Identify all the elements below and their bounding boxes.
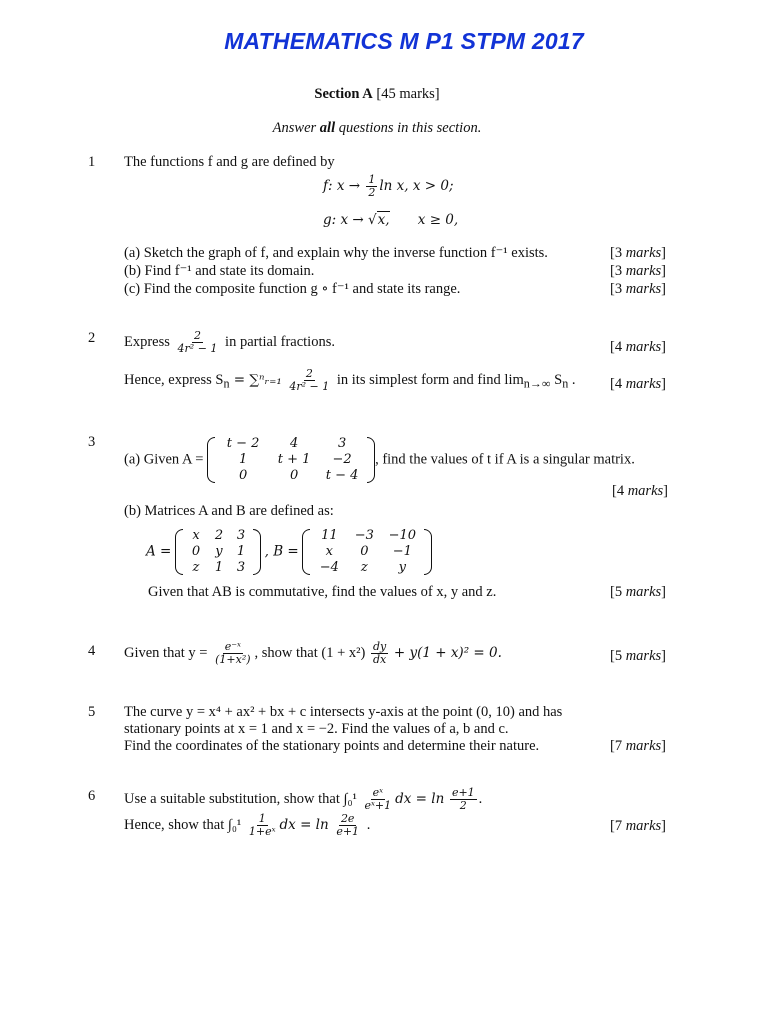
section-label: Section A [314, 86, 373, 102]
fraction-numerator: eˣ [372, 786, 384, 799]
fraction-denominator: 2 [459, 799, 467, 812]
q1-b-marks: [3 marks] [609, 263, 666, 279]
section-marks: [45 marks] [376, 86, 440, 102]
matrix-entry: z [192, 560, 200, 575]
matrix-entry: 0 [191, 544, 201, 559]
fraction-denominator: (1+x²) [215, 653, 251, 666]
q5-line-2: stationary points at x = 1 and x = −2. Find the values of a, b and c. [124, 721, 509, 737]
instruction-emphasis: all [319, 120, 336, 136]
fraction-numerator: 1 [258, 812, 266, 825]
paper-title: MATHEMATICS M P1 STPM 2017 [224, 28, 584, 54]
question-number-2: 2 [88, 330, 96, 346]
q4-show-that: , show that (1 + x²) [254, 644, 366, 661]
q5-line-1: The curve y = x⁴ + ax² + bx + c intersects y-axis at the point (0, 10) and has [124, 704, 563, 720]
instruction-text-end: questions in this section. [335, 120, 482, 136]
matrix-entry: x [192, 528, 200, 543]
derivative-numerator: dy [372, 640, 387, 653]
fraction-numerator: e⁻ˣ [224, 640, 241, 653]
q6-hence-text: Hence, show that ∫₀¹ [124, 816, 242, 833]
matrix-entry: 1 [238, 452, 248, 467]
derivative-denominator: dx [372, 653, 387, 666]
q6-line-1: Use a suitable substitution, show that ∫₀¹ $\frac{\text{eˣ}}{\text{eˣ+1}}$ dx = ln $\frac{e+1}{2}$ . [124, 786, 483, 812]
q6-result-2 [334, 813, 361, 838]
q2-sum: = ∑ⁿᵣ₌₁ [229, 371, 282, 388]
q4-derivative [371, 641, 388, 666]
q1-f-map: f: x → [323, 178, 365, 194]
q3-matrix-a [207, 436, 375, 484]
matrix-entry: −2 [332, 452, 352, 467]
matrix-entry: t + 1 [277, 452, 311, 467]
q4-marks: [5 marks] [609, 648, 666, 664]
q2-limit-text: in its simplest form and find lim [336, 371, 524, 388]
q6-substitution-text: Use a suitable substitution, show that ∫₀¹ [124, 790, 357, 807]
q2-limit-s: S [554, 371, 563, 388]
q2-marks-1: [4 marks] [609, 339, 666, 355]
q2-partial-fractions-text: in partial fractions. [225, 333, 335, 350]
q1-a-marks: [3 marks] [609, 245, 666, 261]
matrix-entry: −4 [319, 560, 339, 575]
q2-sum-fraction [287, 368, 331, 393]
q2-limit-subscript: n→∞ [523, 376, 551, 391]
matrix-entry: 11 [321, 528, 338, 543]
question-number-6: 6 [88, 788, 96, 804]
q4-equation-end: + y(1 + x)² = 0. [393, 644, 502, 661]
q3-a-label: A = [146, 543, 172, 560]
matrix-entry: −10 [388, 528, 417, 543]
instruction-text: Answer [272, 120, 320, 136]
q3-matrix-A [175, 528, 261, 576]
fraction-numerator: e+1 [451, 786, 475, 799]
section-instruction [0, 120, 754, 137]
q1-f-definition [323, 174, 454, 199]
fraction-denominator: e+1 [336, 825, 360, 838]
q3-a-given: (a) Given A = [124, 451, 204, 468]
q2-express-word: Express [124, 333, 170, 350]
q1-g-definition [323, 212, 458, 228]
q6-integrand-1 [363, 787, 394, 812]
q1-part-b: (b) Find f⁻¹ and state its domain. [124, 263, 315, 279]
q1-f-rest: ln x, x > 0; [379, 178, 454, 194]
matrix-entry: 0 [360, 544, 369, 559]
q1-c-marks: [3 marks] [609, 281, 666, 297]
fraction-numerator: 2e [340, 812, 355, 825]
q4-fraction [213, 641, 252, 666]
q3-part-b-intro: (b) Matrices A and B are defined as: [124, 503, 334, 519]
fraction-denominator: 4r² − 1 [289, 380, 330, 393]
fraction-denominator: eˣ+1 [364, 799, 392, 812]
q2-hence-text: Hence, express S [124, 371, 224, 388]
q2-marks-2: [4 marks] [609, 376, 666, 392]
q6-line-2: Hence, show that ∫₀¹ $\frac{1}{\text{1+eˣ}}$ dx = ln $\frac{2e}{e+1}$ . [124, 812, 371, 838]
q1-g-condition: x ≥ 0, [417, 212, 459, 228]
matrix-entry: −3 [354, 528, 374, 543]
q3-b-question: Given that AB is commutative, find the values of x, y and z. [148, 584, 497, 600]
q6-marks: [7 marks] [609, 818, 666, 834]
question-number-1: 1 [88, 154, 96, 170]
q4-statement [124, 641, 502, 666]
matrix-entry: y [215, 544, 223, 559]
q1-intro: The functions f and g are defined by [124, 154, 335, 170]
fraction-denominator: 4r² − 1 [177, 342, 218, 355]
fraction-numerator: 2 [305, 367, 313, 380]
matrix-entry: t − 4 [325, 468, 359, 483]
q3-matrices-ab [146, 528, 432, 576]
q2-hence-line: Hence, express $S_n$ = ∑ⁿᵣ₌₁ $\frac{2}{\text{4r² − 1}}$ in its simplest form and find $\lim_{n\to\infty} S_n$ . [124, 367, 576, 393]
fraction-numerator: 1 [368, 173, 376, 186]
q6-equals-ln-1: dx = ln [395, 790, 445, 807]
q1-g-map: g: x → √ [323, 212, 377, 228]
q3-a-question: , find the values of t if A is a singular matrix. [375, 451, 635, 468]
q5-marks: [7 marks] [609, 738, 666, 754]
q3-part-a [124, 436, 635, 484]
section-heading [0, 86, 754, 103]
q6-result-1 [450, 787, 477, 812]
matrix-entry: 0 [289, 468, 299, 483]
matrix-entry: 3 [337, 436, 347, 451]
q1-part-a: (a) Sketch the graph of f, and explain why the inverse function f⁻¹ exists. [124, 245, 548, 261]
question-number-3: 3 [88, 434, 96, 450]
q2-express-line [124, 330, 335, 355]
q3-b-label: , B = [264, 543, 299, 560]
matrix-entry: x [325, 544, 334, 559]
matrix-entry: 3 [236, 560, 246, 575]
q5-line-3: Find the coordinates of the stationary points and determine their nature. [124, 738, 540, 754]
q1-f-fraction [366, 174, 377, 199]
matrix-entry: −1 [392, 544, 412, 559]
matrix-entry: 4 [289, 436, 299, 451]
q2-fraction [176, 330, 220, 355]
matrix-entry: 1 [214, 560, 224, 575]
fraction-denominator: 1+eˣ [248, 825, 276, 838]
matrix-entry: 0 [238, 468, 248, 483]
matrix-entry: z [360, 560, 368, 575]
matrix-entry: t − 2 [226, 436, 260, 451]
q3-matrix-B [302, 528, 432, 576]
q1-part-c: (c) Find the composite function g ∘ f⁻¹ and state its range. [124, 281, 461, 297]
matrix-entry: 3 [236, 528, 246, 543]
q3-a-marks: [4 marks] [611, 483, 668, 499]
fraction-denominator: 2 [368, 186, 376, 199]
matrix-entry: 1 [236, 544, 246, 559]
q6-equals-ln-2: dx = ln [279, 816, 329, 833]
q4-given: Given that y = [124, 644, 208, 661]
question-number-5: 5 [88, 704, 96, 720]
q6-integrand-2 [247, 813, 278, 838]
q1-g-radicand: x, [377, 212, 390, 228]
question-number-4: 4 [88, 643, 96, 659]
fraction-numerator: 2 [193, 329, 201, 342]
q3-b-marks: [5 marks] [609, 584, 666, 600]
matrix-entry: y [398, 560, 407, 575]
matrix-entry: 2 [214, 528, 224, 543]
